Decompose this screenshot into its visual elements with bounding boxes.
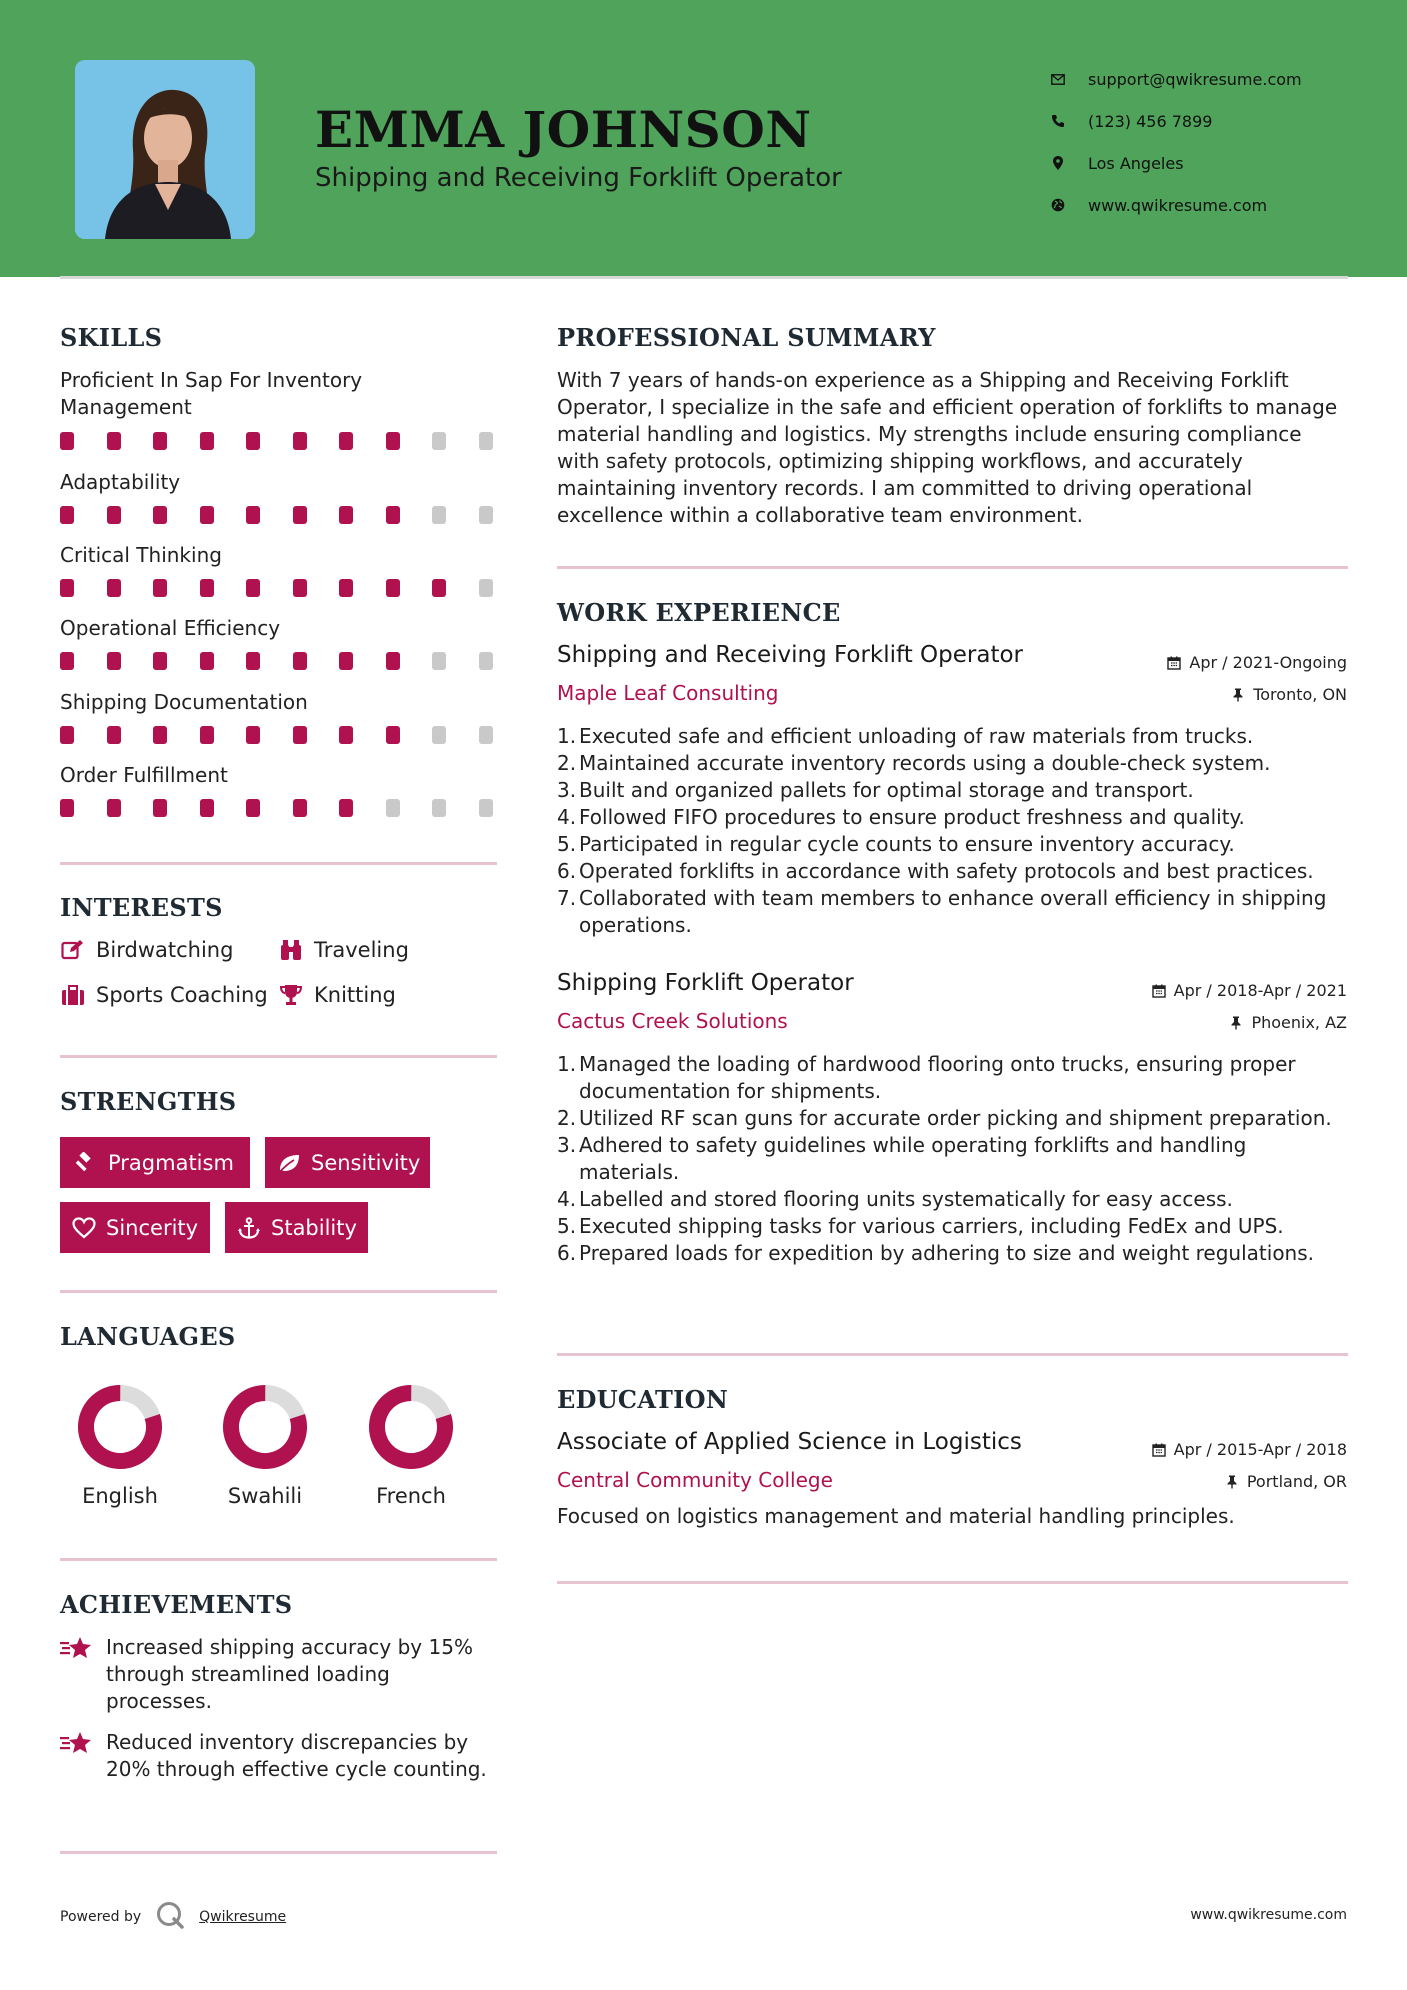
section-divider — [60, 1558, 497, 1561]
skill-dot-empty — [432, 652, 446, 670]
job-bullet — [557, 1132, 1347, 1186]
summary-text: With 7 years of hands-on experience as a Shipping and Receiving Forklift Operator, I specialize in the safe and efficient operation of forklifts to manage material handling and logistics. My strengths include ensuring compliance with safety protocols, optimizing shipping workflows, and accurately maintaining inventory records. I am committed to driving operational excellence within a collaborative team environment. — [557, 368, 1338, 527]
skill-dot-filled — [60, 726, 74, 744]
skill-dot-filled — [246, 432, 260, 450]
skill-dot-empty — [432, 726, 446, 744]
skill-dot-empty — [479, 726, 493, 744]
skill-dot-filled — [246, 726, 260, 744]
qwikresume-logo-icon — [155, 1900, 185, 1934]
skill-rating — [60, 506, 500, 524]
strength-label: Sensitivity — [311, 1150, 421, 1175]
school-name: Central Community College — [557, 1468, 833, 1492]
interest-item — [60, 983, 268, 1007]
bullet-number: 3. — [557, 778, 577, 802]
achievement-text: Reduced inventory discrepancies by 20% through effective cycle counting. — [106, 1730, 487, 1781]
skill-dot-filled — [386, 432, 400, 450]
skill-dot-filled — [246, 652, 260, 670]
bullet-number: 6. — [557, 1241, 577, 1265]
skills-heading: SKILLS — [60, 323, 163, 352]
job-bullets — [557, 723, 1347, 939]
language-label: Swahili — [227, 1484, 303, 1508]
language-level-arc — [222, 1384, 308, 1470]
language-donut — [366, 1382, 456, 1472]
job-bullet — [557, 1240, 1347, 1267]
job-bullet — [557, 885, 1347, 939]
job-bullet — [557, 1213, 1347, 1240]
bullet-text: Maintained accurate inventory records using a double-check system. — [579, 751, 1271, 775]
bullet-number: 1. — [557, 724, 577, 748]
interest-label: Sports Coaching — [96, 983, 268, 1007]
bullet-number: 4. — [557, 805, 577, 829]
skill-dot-empty — [432, 432, 446, 450]
job-bullet — [557, 858, 1347, 885]
education-heading: EDUCATION — [557, 1385, 729, 1414]
section-divider — [60, 862, 497, 865]
skill-rating — [60, 432, 500, 450]
experience-heading: WORK EXPERIENCE — [557, 598, 841, 627]
bullet-text: Utilized RF scan guns for accurate order picking and shipment preparation. — [579, 1106, 1332, 1130]
bullet-number: 5. — [557, 1214, 577, 1238]
skill-dot-filled — [293, 726, 307, 744]
job-bullet — [557, 1186, 1347, 1213]
interest-label: Knitting — [314, 983, 396, 1007]
language-donut — [220, 1382, 310, 1472]
skill-dot-filled — [339, 506, 353, 524]
job-dates — [1167, 653, 1347, 672]
skill-dot-filled — [107, 432, 121, 450]
skill-dot-filled — [293, 799, 307, 817]
education-dates-text: Apr / 2015-Apr / 2018 — [1173, 1440, 1347, 1459]
language-donut — [75, 1382, 165, 1472]
job-bullet — [557, 831, 1347, 858]
strength-label: Sincerity — [106, 1215, 199, 1240]
job-bullet — [557, 804, 1347, 831]
skill-dot-filled — [60, 799, 74, 817]
job-dates-text: Apr / 2018-Apr / 2021 — [1173, 981, 1347, 1000]
language-label: English — [82, 1484, 158, 1508]
education-dates — [1152, 1440, 1347, 1459]
bullet-text: Built and organized pallets for optimal storage and transport. — [579, 778, 1194, 802]
education-description: Focused on logistics management and material handling principles. — [557, 1504, 1235, 1528]
skill-dot-filled — [107, 579, 121, 597]
interest-item — [278, 983, 396, 1007]
achievements-heading: ACHIEVEMENTS — [60, 1590, 293, 1619]
section-divider — [60, 1851, 497, 1854]
bullet-number: 7. — [557, 886, 577, 910]
job-bullets — [557, 1051, 1347, 1267]
language-item — [60, 1382, 180, 1508]
skill-dot-filled — [339, 652, 353, 670]
calendar-icon — [1152, 1443, 1166, 1457]
skill-dot-filled — [153, 432, 167, 450]
skill-dot-filled — [293, 652, 307, 670]
skill-dot-empty — [386, 799, 400, 817]
interest-label: Birdwatching — [96, 938, 234, 962]
bullet-number: 2. — [557, 751, 577, 775]
bullet-text: Adhered to safety guidelines while operating forklifts and handling materials. — [579, 1133, 1247, 1184]
section-divider — [557, 1581, 1348, 1584]
skill-dot-filled — [153, 726, 167, 744]
bullet-text: Prepared loads for expedition by adhering to size and weight regulations. — [579, 1241, 1315, 1265]
envelope-icon — [1050, 71, 1066, 87]
job-title: Shipping and Receiving Forklift Operator — [557, 642, 1024, 668]
skill-dot-filled — [60, 432, 74, 450]
skill-name: Shipping Documentation — [60, 690, 308, 714]
job-location-text: Toronto, ON — [1253, 685, 1347, 704]
skill-dot-filled — [107, 799, 121, 817]
language-item — [205, 1382, 325, 1508]
education-location — [1225, 1472, 1347, 1491]
strength-label: Stability — [271, 1215, 357, 1240]
trophy-icon — [278, 983, 304, 1007]
job-title: Shipping Forklift Operator — [557, 970, 854, 996]
skill-dot-filled — [107, 726, 121, 744]
globe-icon — [1050, 197, 1066, 213]
skill-dot-empty — [432, 799, 446, 817]
skill-dot-filled — [246, 506, 260, 524]
skill-dot-filled — [432, 579, 446, 597]
section-divider — [557, 566, 1348, 569]
candidate-name: EMMA JOHNSON — [315, 100, 812, 159]
bullet-number: 3. — [557, 1133, 577, 1157]
shooting-star-icon — [60, 1729, 94, 1757]
bullet-text: Participated in regular cycle counts to ensure inventory accuracy. — [579, 832, 1235, 856]
edit-icon — [60, 938, 86, 962]
skill-dot-filled — [246, 799, 260, 817]
contact-location — [1050, 142, 1380, 184]
strength-badge — [265, 1137, 430, 1188]
contact-email-text: support@qwikresume.com — [1088, 69, 1302, 89]
contact-website[interactable] — [1050, 184, 1380, 226]
skill-rating — [60, 799, 500, 817]
skill-dot-filled — [153, 579, 167, 597]
job-bullet — [557, 1105, 1347, 1132]
skill-dot-filled — [386, 726, 400, 744]
skill-dot-filled — [200, 506, 214, 524]
skill-name: Order Fulfillment — [60, 763, 228, 787]
job-bullet — [557, 1051, 1347, 1105]
job-bullet — [557, 777, 1347, 804]
contact-email[interactable] — [1050, 58, 1380, 100]
company-name: Cactus Creek Solutions — [557, 1009, 788, 1033]
skill-dot-filled — [339, 726, 353, 744]
interest-item — [278, 938, 409, 962]
header-divider — [60, 276, 1348, 279]
achievement-text: Increased shipping accuracy by 15% through streamlined loading processes. — [106, 1635, 473, 1713]
language-item — [351, 1382, 471, 1508]
strength-label: Pragmatism — [108, 1150, 234, 1175]
skill-dot-empty — [479, 506, 493, 524]
skill-dot-filled — [200, 652, 214, 670]
footer-website[interactable]: www.qwikresume.com — [1190, 1907, 1347, 1923]
skill-rating — [60, 579, 500, 597]
company-name: Maple Leaf Consulting — [557, 681, 779, 705]
job-location — [1229, 1013, 1347, 1032]
job-bullet — [557, 723, 1347, 750]
language-level-arc — [368, 1384, 454, 1470]
map-marker-icon — [1050, 155, 1066, 171]
bullet-text: Collaborated with team members to enhance overall efficiency in shipping operations. — [579, 886, 1327, 937]
skill-dot-filled — [339, 432, 353, 450]
skill-dot-filled — [386, 652, 400, 670]
contact-website-text: www.qwikresume.com — [1088, 195, 1268, 215]
skill-dot-filled — [153, 652, 167, 670]
skill-dot-empty — [432, 506, 446, 524]
pin-icon — [1231, 688, 1245, 702]
skill-dot-filled — [293, 506, 307, 524]
job-dates — [1152, 981, 1347, 1000]
job-location — [1231, 685, 1347, 704]
leaf-icon — [277, 1151, 301, 1175]
skill-dot-filled — [339, 579, 353, 597]
interest-item — [60, 938, 233, 962]
bullet-text: Operated forklifts in accordance with safety protocols and best practices. — [579, 859, 1314, 883]
job-location-text: Phoenix, AZ — [1251, 1013, 1347, 1032]
interests-heading: INTERESTS — [60, 893, 223, 922]
bullet-text: Followed FIFO procedures to ensure product freshness and quality. — [579, 805, 1245, 829]
interest-label: Traveling — [314, 938, 409, 962]
skill-dot-filled — [107, 652, 121, 670]
skill-dot-filled — [153, 506, 167, 524]
job-bullet — [557, 750, 1347, 777]
section-divider — [557, 1353, 1348, 1356]
section-divider — [60, 1290, 497, 1293]
header-banner — [0, 0, 1407, 277]
skill-rating — [60, 726, 500, 744]
skill-dot-filled — [200, 726, 214, 744]
pin-icon — [1229, 1016, 1243, 1030]
language-label: French — [376, 1484, 446, 1508]
skill-dot-filled — [293, 579, 307, 597]
skill-dot-empty — [479, 579, 493, 597]
bullet-number: 4. — [557, 1187, 577, 1211]
strength-badge — [60, 1137, 250, 1188]
strength-badge — [60, 1202, 210, 1253]
skill-name: Critical Thinking — [60, 543, 222, 567]
achievement-item — [60, 1729, 490, 1783]
skill-dot-filled — [60, 579, 74, 597]
skill-dot-filled — [293, 432, 307, 450]
gavel-icon — [72, 1151, 98, 1175]
skill-dot-filled — [246, 579, 260, 597]
candidate-title: Shipping and Receiving Forklift Operator — [315, 163, 842, 193]
bullet-text: Executed safe and efficient unloading of raw materials from trucks. — [579, 724, 1254, 748]
phone-icon — [1050, 113, 1066, 129]
qwikresume-link[interactable]: Qwikresume — [199, 1909, 287, 1925]
skill-dot-filled — [200, 579, 214, 597]
skill-name: Adaptability — [60, 470, 181, 494]
summary-heading: PROFESSIONAL SUMMARY — [557, 323, 936, 352]
section-divider — [60, 1055, 497, 1058]
calendar-icon — [1167, 656, 1181, 670]
skill-dot-filled — [386, 506, 400, 524]
bullet-text: Managed the loading of hardwood flooring onto trucks, ensuring proper documentation for shipments. — [579, 1052, 1296, 1103]
anchor-icon — [237, 1216, 261, 1240]
languages-heading: LANGUAGES — [60, 1322, 236, 1351]
skill-dot-empty — [479, 652, 493, 670]
bullet-text: Executed shipping tasks for various carriers, including FedEx and UPS. — [579, 1214, 1284, 1238]
skill-dot-filled — [200, 799, 214, 817]
contact-list — [1050, 58, 1380, 226]
skill-dot-filled — [60, 652, 74, 670]
skill-dot-filled — [200, 432, 214, 450]
skill-dot-empty — [479, 432, 493, 450]
footer-powered-by — [60, 1900, 286, 1934]
contact-location-text: Los Angeles — [1088, 153, 1184, 173]
pin-icon — [1225, 1475, 1239, 1489]
education-location-text: Portland, OR — [1246, 1472, 1347, 1491]
calendar-icon — [1152, 984, 1166, 998]
skill-dot-filled — [60, 506, 74, 524]
bullet-number: 5. — [557, 832, 577, 856]
skill-dot-filled — [153, 799, 167, 817]
skill-dot-empty — [479, 799, 493, 817]
skill-dot-filled — [386, 579, 400, 597]
degree-title: Associate of Applied Science in Logistics — [557, 1429, 1022, 1455]
strengths-heading: STRENGTHS — [60, 1087, 237, 1116]
bullet-number: 2. — [557, 1106, 577, 1130]
contact-phone[interactable] — [1050, 100, 1380, 142]
skill-rating — [60, 652, 500, 670]
briefcase-icon — [60, 983, 86, 1007]
language-level-arc — [77, 1384, 163, 1470]
skill-dot-filled — [339, 799, 353, 817]
profile-photo — [75, 60, 255, 239]
skill-dot-filled — [107, 506, 121, 524]
contact-phone-text: (123) 456 7899 — [1088, 111, 1213, 131]
skill-name: Operational Efficiency — [60, 616, 281, 640]
heart-icon — [72, 1216, 96, 1240]
binoculars-icon — [278, 938, 304, 962]
bullet-text: Labelled and stored flooring units systematically for easy access. — [579, 1187, 1233, 1211]
achievement-item — [60, 1634, 490, 1715]
shooting-star-icon — [60, 1634, 94, 1662]
powered-by-text: Powered by — [60, 1909, 142, 1925]
strength-badge — [225, 1202, 368, 1253]
job-dates-text: Apr / 2021-Ongoing — [1189, 653, 1347, 672]
bullet-number: 6. — [557, 859, 577, 883]
skill-name: Proficient In Sap For Inventory Management — [60, 368, 363, 419]
bullet-number: 1. — [557, 1052, 577, 1076]
